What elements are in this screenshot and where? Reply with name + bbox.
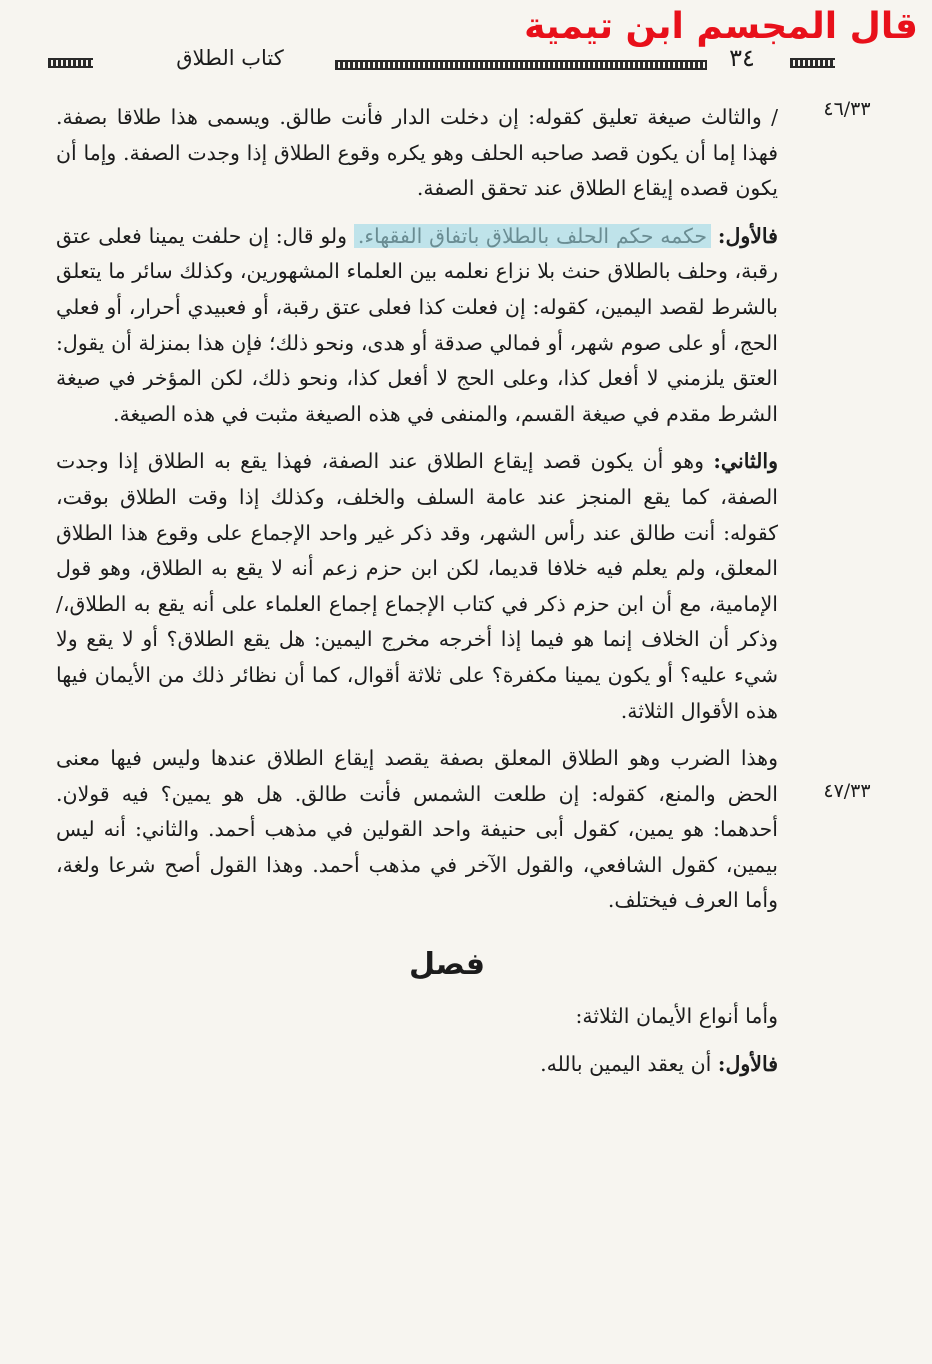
paragraph xyxy=(56,1047,778,1083)
paragraph xyxy=(56,999,778,1035)
page-number: ٣٤ xyxy=(729,44,755,72)
paragraph-text: وهو أن يكون قصد إيقاع الطلاق عند الصفة، فهذا يقع به الطلاق إذا وجدت الصفة، كما يقع المنجز عند عامة السلف والخلف، وكذلك إذا وقت الطلاق بوقت، كقوله: أنت طالق عند رأس الشهر، وقد ذكر غير واحد الإجماع على وقوع هذا الطلاق المعلق، ولم يعلم فيه خلافا قديما، لكن ابن حزم زعم أنه لا يقع به الطلاق، وهو قول الإمامية، مع أن ابن حزم ذكر في كتاب الإجماع إجماع العلماء على أنه يقع به الطلاق،/ وذكر أن الخلاف إنما هو فيما إذا أخرجه مخرج اليمين: هل يقع الطلاق؟ أو لا يقع ولا شيء عليه؟ أو يكون يمينا مكفرة؟ على ثلاثة أقوال، كما أن نظائر ذلك من الأيمان فيها هذه الأقوال الثلاثة. xyxy=(56,449,778,723)
paragraph-text: وهذا الضرب وهو الطلاق المعلق بصفة يقصد إيقاع الطلاق عندها وليس فيها معنى الحض والمنع، كقوله: إن طلعت الشمس فأنت طالق. هل هو يمين؟ فيه قولان. أحدهما: هو يمين، كقول أبى حنيفة واحد القولين في مذهب أحمد. والثاني: أنه ليس بيمين، كقول الشافعي، والقول الآخر في مذهب أحمد. وهذا القول أصح شرعا ولغة، وأما العرف فيختلف. xyxy=(56,746,778,913)
overlay-title: قال المجسم ابن تيمية xyxy=(524,6,918,47)
paragraph xyxy=(56,741,778,919)
paragraph-text: ولو قال: إن حلفت يمينا فعلى عتق رقبة، وحلف بالطلاق حنث بلا نزاع نعلمه بين العلماء المشهورين، وكذلك سائر ما يتعلق بالشرط لقصد اليمين، كقوله: إن فعلت كذا فعلى عتق رقبة، أو فعبيدي أحرار، أو فعلي الحج، أو على صوم شهر، أو فمالي صدقة أو هدى، ونحو ذلك؛ فإن هذا بمنزلة أن يقول: العتق يلزمني لا أفعل كذا، وعلى الحج لا أفعل كذا، ونحو ذلك، لكن المؤخر في صيغة الشرط مقدم في صيغة القسم، والمنفى في هذه الصيغة مثبت في هذه الصيغة. xyxy=(56,223,778,426)
paragraph-text: وأما أنواع الأيمان الثلاثة: xyxy=(575,1004,778,1029)
margin-reference: ٤٦/٣٣ xyxy=(823,98,871,120)
paragraph-lead: والثاني: xyxy=(713,449,778,474)
paragraph xyxy=(56,100,778,207)
book-title: كتاب الطلاق xyxy=(176,46,284,70)
paragraph xyxy=(56,219,778,433)
header-rule xyxy=(790,58,835,68)
paragraph-text: / والثالث صيغة تعليق كقوله: إن دخلت الدار فأنت طالق. ويسمى هذا طلاقا بصفة. فهذا إما أن يكون قصد صاحبه الحلف وهو يكره وقوع الطلاق إذا وجدت الصفة. وإما أن يكون قصده إيقاع الطلاق عند تحقق الصفة. xyxy=(56,105,778,201)
paragraph-lead: فالأول: xyxy=(717,223,778,248)
margin-reference: ٤٧/٣٣ xyxy=(823,780,871,802)
section-heading: فصل xyxy=(409,947,485,983)
paragraph-lead: فالأول: xyxy=(717,1051,778,1076)
body-text xyxy=(56,100,778,1094)
header-rule xyxy=(335,60,707,70)
paragraph xyxy=(56,444,778,729)
highlighted-text: حكمه حكم الحلف بالطلاق باتفاق الفقهاء. xyxy=(354,224,711,248)
paragraph-text: أن يعقد اليمين بالله. xyxy=(540,1051,712,1076)
header-rule xyxy=(48,58,93,68)
